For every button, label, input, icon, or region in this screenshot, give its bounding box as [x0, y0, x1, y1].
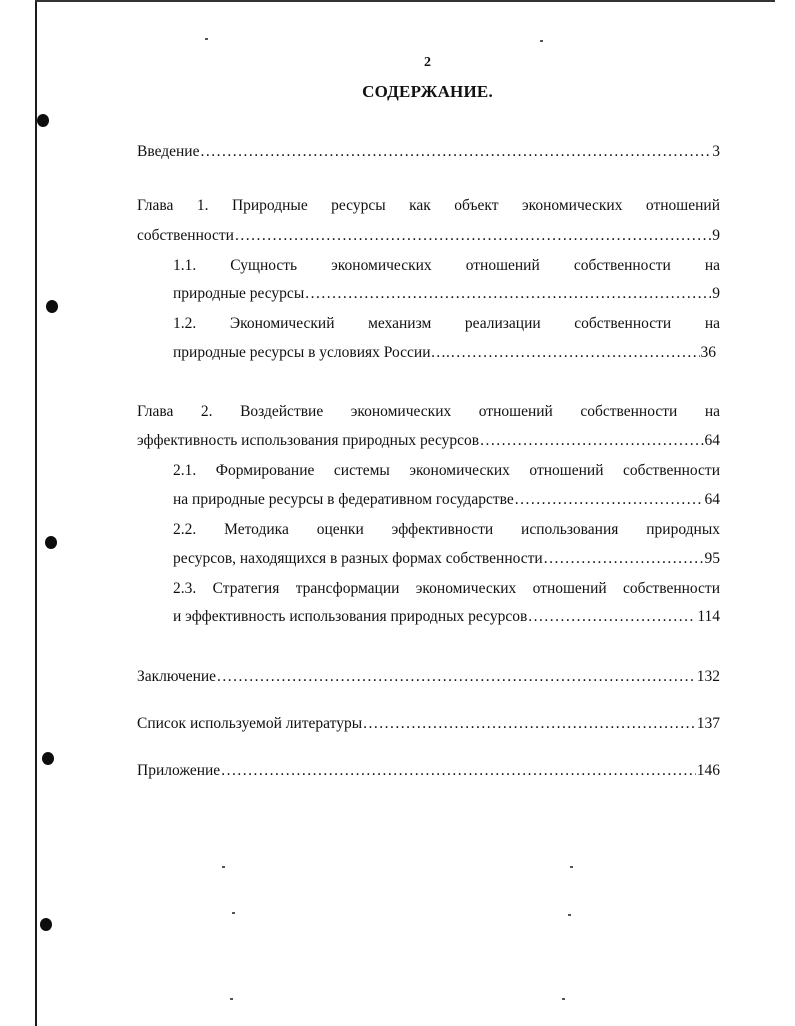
punch-hole	[45, 536, 57, 549]
toc-page: 64	[704, 432, 720, 449]
scan-speck	[562, 998, 565, 1000]
toc-leader-dots	[363, 714, 696, 734]
toc-label: Введение	[137, 143, 200, 160]
toc-leader-dots	[305, 284, 711, 304]
toc-page: 146	[696, 762, 720, 779]
toc-leader-dots	[528, 607, 696, 627]
toc-label: ресурсов, находящихся в разных формах собственности	[173, 550, 543, 567]
toc-section-1-2-heading: 1.2. Экономический механизм реализации собственности на	[173, 315, 720, 332]
toc-label: эффективность использования природных ресурсов	[137, 432, 480, 449]
toc-entry-chapter-1	[137, 226, 720, 246]
toc-page: 9	[712, 227, 720, 244]
toc-chapter-2-heading: Глава 2. Воздействие экономических отношений собственности на	[137, 403, 720, 420]
toc-label: Список используемой литературы	[137, 715, 363, 732]
toc-section-2-2-heading: 2.2. Методика оценки эффективности использования природных	[173, 521, 720, 538]
toc-section-1-1-heading: 1.1. Сущность экономических отношений собственности на	[173, 257, 720, 274]
scan-speck	[570, 866, 573, 868]
scan-speck	[222, 866, 225, 868]
toc-leader-dots	[451, 343, 700, 363]
toc-leader-dots	[217, 667, 696, 687]
toc-page: 132	[696, 668, 720, 685]
toc-leader-dots	[480, 431, 703, 451]
toc-entry-conclusion	[137, 667, 720, 687]
scan-top-edge	[35, 0, 775, 2]
toc-page: 9	[712, 285, 720, 302]
toc-chapter-1-heading: Глава 1. Природные ресурсы как объект экономических отношений	[137, 197, 720, 214]
toc-label: и эффективность использования природных ресурсов	[173, 608, 528, 625]
toc-section-2-1-heading: 2.1. Формирование системы экономических отношений собственности	[173, 462, 720, 479]
toc-entry-section-2-2	[173, 549, 720, 569]
toc-page: 114	[697, 608, 720, 625]
toc-entry-intro	[137, 142, 720, 162]
toc-page: 36	[700, 344, 716, 361]
scan-speck	[540, 40, 543, 42]
toc-entry-section-2-3	[173, 607, 720, 627]
toc-entry-section-1-1	[173, 284, 720, 304]
toc-label: природные ресурсы	[173, 285, 305, 302]
toc-section-2-3-heading: 2.3. Стратегия трансформации экономических отношений собственности	[173, 580, 720, 597]
toc-leader-dots	[235, 226, 711, 246]
toc-page: 64	[704, 491, 720, 508]
toc-label: собственности	[137, 227, 234, 244]
punch-hole	[46, 300, 58, 313]
punch-hole	[42, 752, 54, 765]
scan-page-edge	[35, 0, 37, 1026]
toc-label: на природные ресурсы в федеративном государстве	[173, 491, 514, 508]
page-title: СОДЕРЖАНИЕ.	[362, 82, 493, 101]
toc-leader-dots	[221, 761, 696, 781]
toc-label: Заключение	[137, 668, 217, 685]
toc-page: 95	[704, 550, 720, 567]
scan-speck	[568, 914, 571, 916]
toc-leader-dots	[544, 549, 704, 569]
page-number: 2	[424, 55, 431, 70]
toc-entry-appendix	[137, 761, 720, 781]
toc-entry-section-1-2	[173, 343, 716, 363]
toc-label: Приложение	[137, 762, 221, 779]
toc-leader-dots	[200, 142, 711, 162]
toc-page: 3	[712, 143, 720, 160]
toc-page: 137	[696, 715, 720, 732]
scan-speck	[232, 912, 235, 914]
toc-leader-dots	[515, 490, 704, 510]
toc-entry-chapter-2	[137, 431, 720, 451]
toc-label: природные ресурсы в условиях России….	[173, 344, 450, 361]
toc-entry-bibliography	[137, 714, 720, 734]
scan-speck	[205, 38, 208, 40]
punch-hole	[40, 918, 52, 931]
scan-speck	[230, 998, 233, 1000]
punch-hole	[37, 114, 49, 127]
toc-entry-section-2-1	[173, 490, 720, 510]
